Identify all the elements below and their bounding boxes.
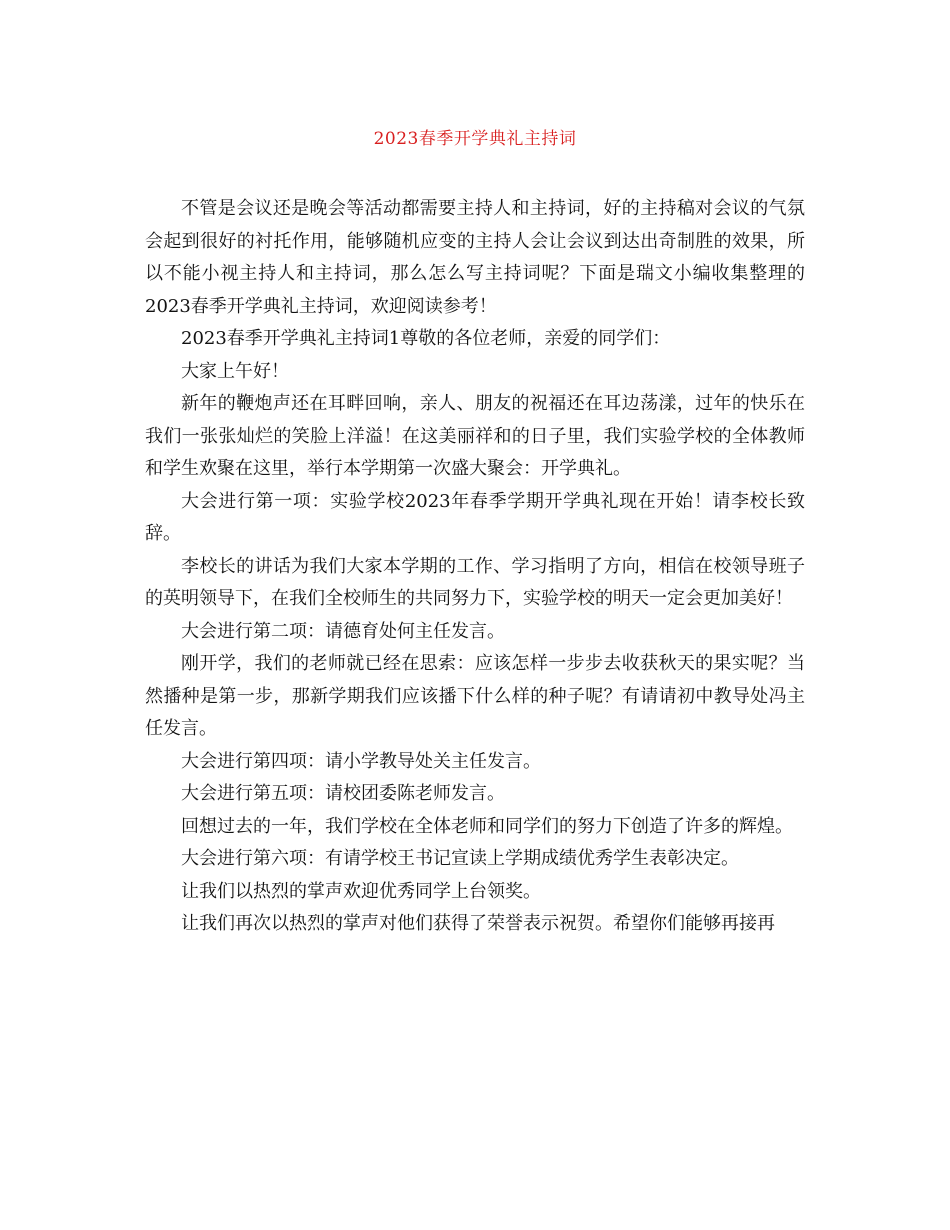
- paragraph: 让我们再次以热烈的掌声对他们获得了荣誉表示祝贺。希望你们能够再接再: [181, 913, 775, 934]
- paragraph: 刚开学，我们的老师就已经在思索：应该怎样一步步去收获秋天的果实呢？当然播种是第一步，那新学期我们应该播下什么样的种子呢？有请请初中教导处冯主任发言。: [145, 653, 805, 739]
- paragraph: 不管是会议还是晚会等活动都需要主持人和主持词，好的主持稿对会议的气氛会起到很好的衬托作用，能够随机应变的主持人会让会议到达出奇制胜的效果，所以不能小视主持人和主持词，那么怎么写主持词呢？下面是瑞文小编收集整理的2023春季开学典礼主持词，欢迎阅读参考！: [145, 198, 805, 317]
- paragraph: 大会进行第一项：实验学校2023年春季学期开学典礼现在开始！请李校长致辞。: [145, 490, 805, 544]
- paragraph: 大会进行第六项：有请学校王书记宣读上学期成绩优秀学生表彰决定。: [181, 848, 739, 869]
- paragraph: 李校长的讲话为我们大家本学期的工作、学习指明了方向，相信在校领导班子的英明领导下，在我们全校师生的共同努力下，实验学校的明天一定会更加美好！: [145, 555, 805, 609]
- paragraph: 大家上午好！: [181, 360, 289, 382]
- document-body: [145, 193, 805, 941]
- paragraph: 让我们以热烈的掌声欢迎优秀同学上台领奖。: [181, 880, 541, 902]
- paragraph: 回想过去的一年，我们学校在全体老师和同学们的努力下创造了许多的辉煌。: [181, 815, 793, 837]
- paragraph: 大会进行第二项：请德育处何主任发言。: [181, 620, 505, 642]
- paragraph: 大会进行第五项：请校团委陈老师发言。: [181, 783, 505, 804]
- paragraph: 新年的鞭炮声还在耳畔回响，亲人、朋友的祝福还在耳边荡漾，过年的快乐在我们一张张灿烂的笑脸上洋溢！在这美丽祥和的日子里，我们实验学校的全体教师和学生欢聚在这里，举行本学期第一次盛大聚会：开学典礼。: [145, 393, 805, 479]
- paragraph: 2023春季开学典礼主持词1尊敬的各位老师，亲爱的同学们：: [181, 328, 671, 349]
- paragraph: 大会进行第四项：请小学教导处关主任发言。: [181, 750, 541, 772]
- document-title: 2023春季开学典礼主持词: [373, 129, 577, 149]
